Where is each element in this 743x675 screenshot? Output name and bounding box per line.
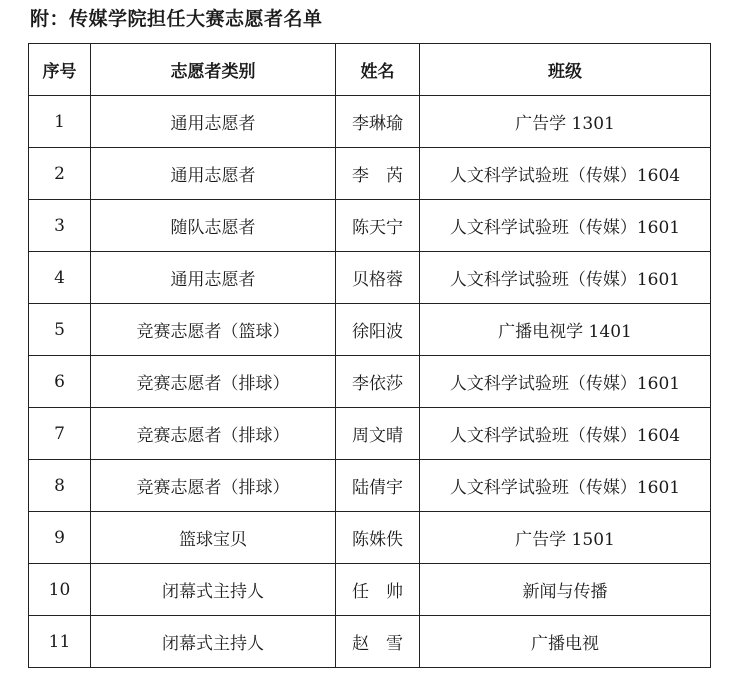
- table-row: [29, 148, 711, 200]
- table-row: [29, 356, 711, 408]
- cell-volunteer-type: 竞赛志愿者（排球）: [91, 408, 336, 460]
- cell-class: 人文科学试验班（传媒）1601: [420, 356, 711, 408]
- cell-volunteer-type: 通用志愿者: [91, 96, 336, 148]
- table-row: [29, 460, 711, 512]
- cell-name: 陆倩宇: [336, 460, 420, 512]
- cell-class: 人文科学试验班（传媒）1601: [420, 460, 711, 512]
- table-row: [29, 512, 711, 564]
- cell-volunteer-type: 随队志愿者: [91, 200, 336, 252]
- cell-index: 2: [29, 148, 91, 200]
- table-header-row: [29, 44, 711, 96]
- cell-name: 陈姝佚: [336, 512, 420, 564]
- cell-name: 赵 雪: [336, 616, 420, 668]
- cell-volunteer-type: 竞赛志愿者（排球）: [91, 356, 336, 408]
- cell-volunteer-type: 竞赛志愿者（排球）: [91, 460, 336, 512]
- cell-name: 贝格蓉: [336, 252, 420, 304]
- table-row: [29, 96, 711, 148]
- header-class: 班级: [420, 44, 711, 96]
- cell-name: 任 帅: [336, 564, 420, 616]
- cell-index: 5: [29, 304, 91, 356]
- cell-class: 人文科学试验班（传媒）1601: [420, 200, 711, 252]
- table-row: [29, 304, 711, 356]
- cell-class: 广告学 1501: [420, 512, 711, 564]
- header-volunteer-type: 志愿者类别: [91, 44, 336, 96]
- cell-index: 3: [29, 200, 91, 252]
- cell-class: 广播电视学 1401: [420, 304, 711, 356]
- cell-index: 1: [29, 96, 91, 148]
- cell-name: 徐阳波: [336, 304, 420, 356]
- table-row: [29, 252, 711, 304]
- volunteer-table: [28, 43, 711, 668]
- cell-index: 4: [29, 252, 91, 304]
- header-name: 姓名: [336, 44, 420, 96]
- document-title: 附：传媒学院担任大赛志愿者名单: [30, 8, 323, 30]
- cell-volunteer-type: 篮球宝贝: [91, 512, 336, 564]
- cell-name: 李依莎: [336, 356, 420, 408]
- table-row: [29, 200, 711, 252]
- header-index: 序号: [29, 44, 91, 96]
- cell-volunteer-type: 闭幕式主持人: [91, 564, 336, 616]
- cell-index: 6: [29, 356, 91, 408]
- table-row: [29, 408, 711, 460]
- cell-name: 周文晴: [336, 408, 420, 460]
- cell-index: 7: [29, 408, 91, 460]
- cell-index: 9: [29, 512, 91, 564]
- cell-volunteer-type: 通用志愿者: [91, 252, 336, 304]
- cell-name: 陈天宁: [336, 200, 420, 252]
- cell-volunteer-type: 闭幕式主持人: [91, 616, 336, 668]
- cell-name: 李 芮: [336, 148, 420, 200]
- cell-index: 11: [29, 616, 91, 668]
- cell-class: 人文科学试验班（传媒）1604: [420, 408, 711, 460]
- cell-volunteer-type: 竞赛志愿者（篮球）: [91, 304, 336, 356]
- cell-class: 人文科学试验班（传媒）1604: [420, 148, 711, 200]
- cell-index: 8: [29, 460, 91, 512]
- cell-index: 10: [29, 564, 91, 616]
- cell-name: 李琳瑜: [336, 96, 420, 148]
- cell-class: 广告学 1301: [420, 96, 711, 148]
- cell-class: 广播电视: [420, 616, 711, 668]
- table-row: [29, 564, 711, 616]
- cell-volunteer-type: 通用志愿者: [91, 148, 336, 200]
- cell-class: 新闻与传播: [420, 564, 711, 616]
- table-row: [29, 616, 711, 668]
- cell-class: 人文科学试验班（传媒）1601: [420, 252, 711, 304]
